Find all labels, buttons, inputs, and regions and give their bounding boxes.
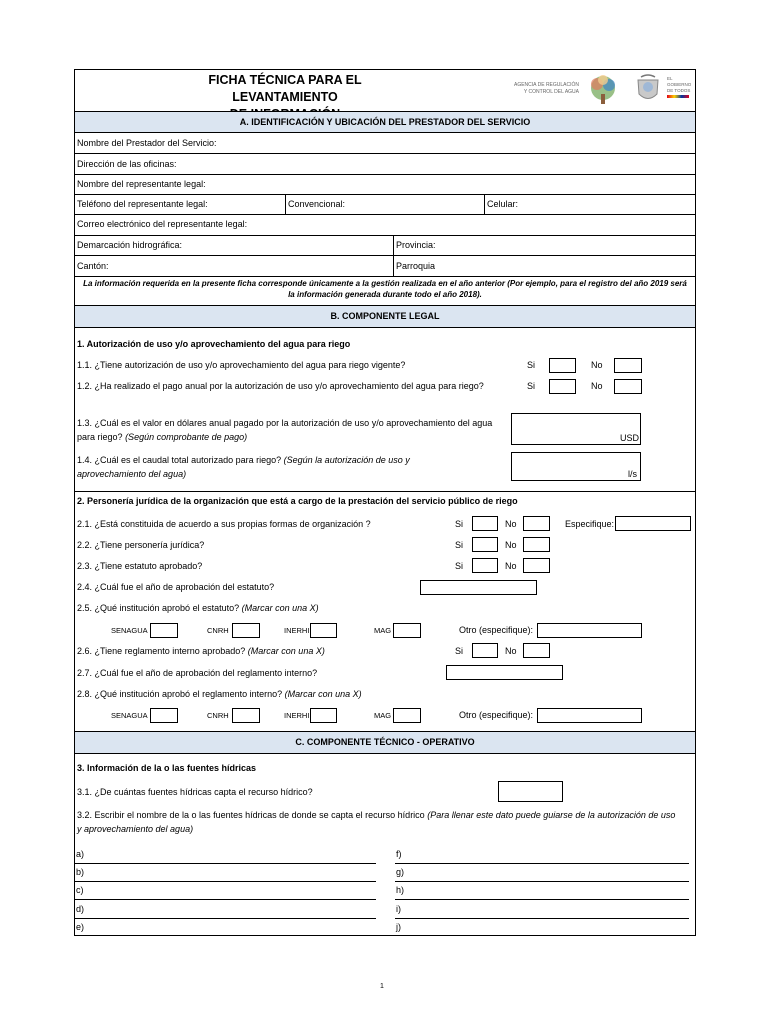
source-item-e: e) [76,922,85,932]
q25-cnrh-box[interactable] [232,623,260,638]
heading-3: 3. Información de la o las fuentes hídricas [77,763,257,773]
section-c-title: C. COMPONENTE TÉCNICO - OPERATIVO [75,732,695,753]
representante-label: Nombre del representante legal: [77,179,206,189]
q28-inerhi-box[interactable] [310,708,337,723]
source-line-b[interactable] [75,881,376,882]
q25-otro-input[interactable] [537,623,642,638]
section-a-title: A. IDENTIFICACIÓN Y UBICACIÓN DEL PRESTADOR DEL SERVICIO [75,112,695,132]
q22-si-box[interactable] [472,537,498,552]
question-1-1: 1.1. ¿Tiene autorización de uso y/o aprovechamiento del agua para riego vigente? [77,360,406,370]
no-label: No [505,561,517,571]
info-note: La información requerida en la presente ficha corresponde únicamente a la gestión realizada en el año anterior (Por ejemplo, para el registro del año 2019 será la información generada durante todo el año 2018). [83,279,687,299]
question-2-3: 2.3. ¿Tiene estatuto aprobado? [77,561,203,571]
question-1-4: 1.4. ¿Cuál es el caudal total autorizado para riego? (Según la autorización de uso y aprovechamiento del agua) [77,455,410,479]
q25-inerhi-box[interactable] [310,623,337,638]
otro-label: Otro (especifique): [459,625,534,635]
si-label: Si [455,540,464,550]
telefono-label: Teléfono del representante legal: [77,199,208,209]
no-label: No [591,360,603,370]
heading-2: 2. Personería jurídica de la organización que está a cargo de la prestación del servicio público de riego [77,496,518,506]
source-item-i: i) [396,904,401,914]
source-line-a[interactable] [75,863,376,864]
source-item-h: h) [396,885,405,895]
agency-logo [499,82,579,96]
q28-mag-box[interactable] [393,708,421,723]
source-line-h[interactable] [395,899,689,900]
q25-senagua-box[interactable] [150,623,178,638]
gov-line-3: DE TODOS [667,88,691,93]
ls-value-input[interactable] [511,452,641,481]
source-line-d[interactable] [75,918,376,919]
source-line-f[interactable] [395,863,689,864]
source-item-j: j) [396,922,401,932]
senagua-label: SENAGUA [111,711,148,720]
si-label: Si [455,519,464,529]
question-1-3: 1.3. ¿Cuál es el valor en dólares anual pagado por la autorización de uso y/o aprovechamiento del agua para riego? (Según comprobante de pago) [77,418,493,442]
question-2-7: 2.7. ¿Cuál fue el año de aprobación del reglamento interno? [77,668,318,678]
demarcacion-label: Demarcación hidrográfica: [77,240,183,250]
prestador-label: Nombre del Prestador del Servicio: [77,138,217,148]
correo-label: Correo electrónico del representante legal: [77,219,248,229]
canton-label: Cantón: [77,261,109,271]
q21-no-box[interactable] [523,516,550,531]
no-label: No [591,381,603,391]
question-2-4: 2.4. ¿Cuál fue el año de aprobación del estatuto? [77,582,275,592]
q23-no-box[interactable] [523,558,550,573]
direccion-label: Dirección de las oficinas: [77,159,177,169]
especifique-label: Especifique: [565,519,615,529]
government-logo [667,76,691,98]
si-label: Si [455,561,464,571]
q22-no-box[interactable] [523,537,550,552]
question-3-1: 3.1. ¿De cuántas fuentes hídricas capta el recurso hídrico? [77,787,313,797]
q11-si-box[interactable] [549,358,576,373]
no-label: No [505,646,517,656]
cnrh-label: CNRH [207,711,229,720]
si-label: Si [527,360,536,370]
q28-senagua-box[interactable] [150,708,178,723]
no-label: No [505,540,517,550]
otro-label: Otro (especifique): [459,710,534,720]
q31-count-input[interactable] [498,781,563,802]
q26-no-box[interactable] [523,643,550,658]
parroquia-label: Parroquia [396,261,436,271]
q24-year-input[interactable] [420,580,537,595]
si-label: Si [455,646,464,656]
coat-of-arms-icon [635,74,661,104]
cnrh-label: CNRH [207,626,229,635]
celular-label: Celular: [487,199,519,209]
senagua-label: SENAGUA [111,626,148,635]
source-item-b: b) [76,867,85,877]
question-2-6: 2.6. ¿Tiene reglamento interno aprobado? (Marcar con una X) [77,646,325,656]
mag-label: MAG [374,711,392,720]
heading-1: 1. Autorización de uso y/o aprovechamiento del agua para riego [77,339,351,349]
si-label: Si [527,381,536,391]
q11-no-box[interactable] [614,358,642,373]
q12-si-box[interactable] [549,379,576,394]
q25-mag-box[interactable] [393,623,421,638]
source-item-f: f) [396,849,402,859]
q21-especifique-input[interactable] [615,516,691,531]
gov-line-2: GOBIERNO [667,82,692,87]
agency-line-2: Y CONTROL DEL AGUA [523,89,579,95]
mag-label: MAG [374,626,392,635]
question-2-8: 2.8. ¿Qué institución aprobó el reglamento interno? (Marcar con una X) [77,689,362,699]
question-2-5: 2.5. ¿Qué institución aprobó el estatuto? (Marcar con una X) [77,603,319,613]
source-line-i[interactable] [395,918,689,919]
q27-year-input[interactable] [446,665,563,680]
usd-unit: USD [620,433,640,443]
source-item-g: g) [396,867,405,877]
gov-line-1: EL [667,76,673,81]
q21-si-box[interactable] [472,516,498,531]
technical-form [74,69,696,936]
question-2-2: 2.2. ¿Tiene personería jurídica? [77,540,205,550]
question-3-2: 3.2. Escribir el nombre de la o las fuentes hídricas de donde se capta el recurso hídrico (Para llenar este dato puede guiarse de la autorización de uso y aprovechamiento del agua) [77,810,676,834]
tree-emblem-icon [585,74,621,106]
no-label: No [505,519,517,529]
q26-si-box[interactable] [472,643,498,658]
q12-no-box[interactable] [614,379,642,394]
inerhi-label: INERHI [284,626,310,635]
convencional-label: Convencional: [288,199,346,209]
source-line-g[interactable] [395,881,689,882]
source-item-c: c) [76,885,84,895]
q23-si-box[interactable] [472,558,498,573]
question-2-1: 2.1. ¿Está constituida de acuerdo a sus propias formas de organización ? [77,519,371,529]
source-line-c[interactable] [75,899,376,900]
question-1-2: 1.2. ¿Ha realizado el pago anual por la autorización de uso y/o aprovechamiento del agua para riego? [77,381,484,391]
ls-unit: l/s [628,469,637,479]
title-line-1: FICHA TÉCNICA PARA EL LEVANTAMIENTO [208,73,362,104]
provincia-label: Provincia: [396,240,436,250]
source-item-d: d) [76,904,85,914]
q28-otro-input[interactable] [537,708,642,723]
agency-line-1: AGENCIA DE REGULACIÓN [513,82,579,88]
page-number: 1 [380,983,384,990]
section-b-title: B. COMPONENTE LEGAL [75,306,695,327]
q28-cnrh-box[interactable] [232,708,260,723]
inerhi-label: INERHI [284,711,310,720]
source-item-a: a) [76,849,85,859]
